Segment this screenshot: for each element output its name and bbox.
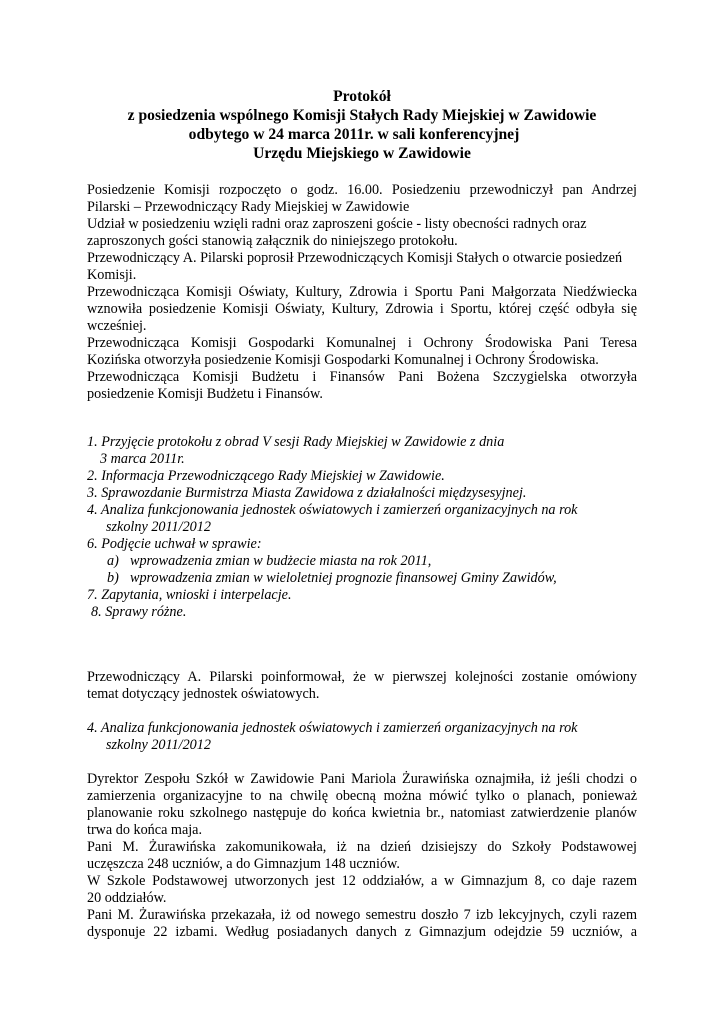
section-heading-4 <box>87 720 647 754</box>
text-line: zaproszonych gości stanowią załącznik do niniejszego protokołu. <box>87 233 458 249</box>
discussion-section <box>87 771 637 941</box>
text-line: wcześniej. <box>87 318 147 334</box>
section-heading-line: 4. Analiza funkcjonowania jednostek oświatowych i zamierzeń organizacyjnych na rok <box>87 720 578 736</box>
text-line: planowanie roku szkolnego następuje do końca kwietnia br., natomiast zatwierdzenie planów <box>87 805 637 821</box>
agenda-subitem <box>87 553 647 570</box>
subitem-letter: b) <box>107 570 119 586</box>
text-line: Przewodnicząca Komisji Gospodarki Komunalnej i Ochrony Środowiska Pani Teresa <box>87 335 637 351</box>
text-line: Przewodniczący A. Pilarski poinformował, że w pierwszej kolejności zostanie omówiony <box>87 669 637 685</box>
agenda-subitem <box>87 570 647 587</box>
document-title: Protokół <box>333 88 391 105</box>
subitem-text: wprowadzenia zmian w wieloletniej prognozie finansowej Gminy Zawidów, <box>130 570 557 586</box>
text-line: dysponuje 22 izbami. Według posiadanych danych z Gimnazjum odejdzie 59 uczniów, a <box>87 924 637 940</box>
text-line: Przewodnicząca Komisji Budżetu i Finansów Pani Bożena Szczygielska otworzyła <box>87 369 637 385</box>
text-line: Przewodnicząca Komisji Oświaty, Kultury, Zdrowia i Sportu Pani Małgorzata Niedźwiecka <box>87 284 637 300</box>
agenda-item: 8. Sprawy różne. <box>91 604 187 620</box>
agenda-item-continuation: szkolny 2011/2012 <box>106 519 211 535</box>
text-line: Pani M. Żurawińska zakomunikowała, iż na dzień dzisiejszy do Szkoły Podstawowej <box>87 839 637 855</box>
text-line: 20 oddziałów. <box>87 890 167 906</box>
agenda-item: 1. Przyjęcie protokołu z obrad V sesji Rady Miejskiej w Zawidowie z dnia <box>87 434 505 450</box>
text-line: Udział w posiedzeniu wzięli radni oraz zaproszeni goście - listy obecności radnych oraz <box>87 216 587 232</box>
announcement-section <box>87 669 637 703</box>
text-line: temat dotyczący jednostek oświatowych. <box>87 686 320 702</box>
text-line: wznowiła posiedzenie Komisji Oświaty, Kultury, Zdrowia i Sportu, której część odbyła się <box>87 301 637 317</box>
text-line: W Szkole Podstawowej utworzonych jest 12 oddziałów, a w Gimnazjum 8, co daje razem <box>87 873 637 889</box>
title-subline-2: odbytego w 24 marca 2011r. w sali konferencyjnej <box>188 126 520 143</box>
agenda-item: 7. Zapytania, wnioski i interpelacje. <box>87 587 292 603</box>
agenda-item: 2. Informacja Przewodniczącego Rady Miejskiej w Zawidowie. <box>87 468 445 484</box>
text-line: trwa do końca maja. <box>87 822 203 838</box>
title-subline-1: z posiedzenia wspólnego Komisji Stałych Rady Miejskiej w Zawidowie <box>127 107 597 124</box>
text-line: Dyrektor Zespołu Szkół w Zawidowie Pani Mariola Żurawińska oznajmiła, iż jeśli chodzi o <box>87 771 637 787</box>
agenda-item: 4. Analiza funkcjonowania jednostek oświatowych i zamierzeń organizacyjnych na rok <box>87 502 578 518</box>
text-line: zamierzenia organizacyjne to na chwilę obecną można mówić tylko o planach, ponieważ <box>87 788 637 804</box>
text-line: Kozińska otworzyła posiedzenie Komisji Gospodarki Komunalnej i Ochrony Środowiska. <box>87 352 599 368</box>
agenda-item-continuation: 3 marca 2011r. <box>100 451 185 467</box>
title-subline-3: Urzędu Miejskiego w Zawidowie <box>253 145 471 162</box>
section-heading-line: szkolny 2011/2012 <box>106 737 211 753</box>
text-line: uczęszcza 248 uczniów, a do Gimnazjum 148 uczniów. <box>87 856 400 872</box>
text-line: Pilarski – Przewodniczący Rady Miejskiej w Zawidowie <box>87 199 410 215</box>
text-line: Komisji. <box>87 267 137 283</box>
subitem-letter: a) <box>107 553 119 569</box>
subitem-text: wprowadzenia zmian w budżecie miasta na rok 2011, <box>130 553 432 569</box>
text-line: posiedzenie Komisji Budżetu i Finansów. <box>87 386 323 402</box>
text-line: Posiedzenie Komisji rozpoczęto o godz. 16.00. Posiedzeniu przewodniczył pan Andrzej <box>87 182 637 198</box>
agenda-item: 6. Podjęcie uchwał w sprawie: <box>87 536 262 552</box>
text-line: Przewodniczący A. Pilarski poprosił Przewodniczących Komisji Stałych o otwarcie posiedzeń <box>87 250 623 266</box>
text-line: Pani M. Żurawińska przekazała, iż od nowego semestru doszło 7 izb lekcyjnych, czyli razem <box>87 907 637 923</box>
agenda-item: 3. Sprawozdanie Burmistrza Miasta Zawidowa z działalności międzysesyjnej. <box>87 485 527 501</box>
intro-section <box>87 182 637 403</box>
agenda-list <box>87 434 647 621</box>
